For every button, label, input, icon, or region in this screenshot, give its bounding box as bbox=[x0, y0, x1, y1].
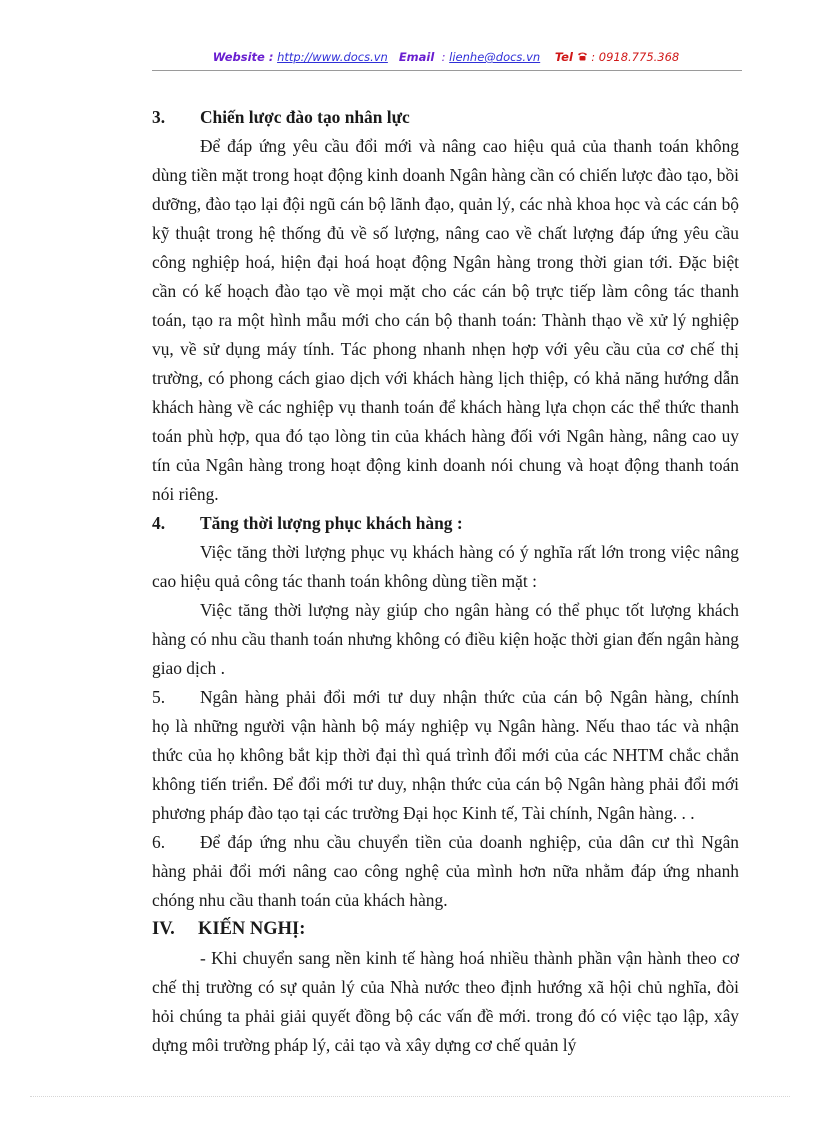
section-number: IV. bbox=[152, 919, 175, 939]
section-number: 4. bbox=[152, 513, 166, 533]
page-header bbox=[150, 50, 742, 64]
section-4-paragraph-2: Việc tăng thời lượng này giúp cho ngân hàng có thể phục tốt lượng khách hàng có nhu cầu thanh toán nhưng không có điều kiện hoặc thời gian đến ngân hàng giao dịch . bbox=[152, 600, 739, 678]
document-body bbox=[152, 103, 739, 1060]
section-number: 3. bbox=[152, 107, 166, 127]
section-4-heading bbox=[152, 509, 739, 538]
section-6-first-line bbox=[152, 828, 739, 857]
email-link[interactable]: lienhe@docs.vn bbox=[449, 50, 541, 64]
email-label: Email bbox=[398, 50, 435, 64]
section-6-paragraph: hàng phải đổi mới nâng cao công nghệ của mình hơn nữa nhằm đáp ứng nhanh chóng nhu cầu thanh toán của khách hàng. bbox=[152, 861, 739, 910]
website-link[interactable]: http://www.docs.vn bbox=[277, 50, 388, 64]
section-iv-paragraph: - Khi chuyển sang nền kinh tế hàng hoá nhiều thành phần vận hành theo cơ chế thị trường có sự quản lý của Nhà nước theo định hướng xã hội chủ nghĩa, đòi hỏi chúng ta phải giải quyết đồng bộ các vấn đề mới. trong đó có việc tạo lập, xây dựng môi trường pháp lý, cải tạo và xây dựng cơ chế quản lý bbox=[152, 948, 739, 1055]
website-label: Website : bbox=[212, 50, 274, 64]
section-5-lead: Ngân hàng phải đổi mới tư duy nhận thức của cán bộ Ngân hàng, chính bbox=[200, 687, 739, 707]
section-3-heading bbox=[152, 103, 739, 132]
section-number: 5. bbox=[152, 687, 166, 707]
email-separator: : bbox=[441, 50, 446, 64]
section-number: 6. bbox=[152, 832, 166, 852]
section-title: Chiến lược đào tạo nhân lực bbox=[200, 107, 410, 127]
section-title: Tăng thời lượng phục khách hàng : bbox=[200, 513, 463, 533]
section-4-paragraph-1: Việc tăng thời lượng phục vụ khách hàng có ý nghĩa rất lớn trong việc nâng cao hiệu quả công tác thanh toán không dùng tiền mặt : bbox=[152, 542, 739, 591]
section-5-first-line bbox=[152, 683, 739, 712]
section-6-lead: Để đáp ứng nhu cầu chuyển tiền của doanh nghiệp, của dân cư thì Ngân bbox=[200, 832, 739, 852]
section-title: KIẾN NGHỊ: bbox=[198, 919, 306, 939]
header-divider bbox=[152, 70, 742, 71]
phone-icon bbox=[577, 50, 592, 64]
tel-number: : 0918.775.368 bbox=[591, 50, 680, 64]
footer-divider bbox=[30, 1096, 790, 1097]
section-5-paragraph: họ là những người vận hành bộ máy nghiệp vụ Ngân hàng. Nếu thao tác và nhận thức của họ không bắt kịp thời đại thì quá trình đổi mới của các NHTM chắc chắn không tiến triển. Để đổi mới tư duy, nhận thức của cán bộ Ngân hàng phải đổi mới phương pháp đào tạo tại các trường Đại học Kinh tế, Tài chính, Ngân hàng. . . bbox=[152, 716, 739, 823]
section-iv-heading bbox=[152, 915, 739, 944]
tel-label: Tel bbox=[554, 50, 573, 64]
section-3-paragraph: Để đáp ứng yêu cầu đổi mới và nâng cao hiệu quả của thanh toán không dùng tiền mặt trong hoạt động kinh doanh Ngân hàng cần có chiến lược đào tạo, bồi dưỡng, đào tạo lại đội ngũ cán bộ lãnh đạo, quản lý, các nhà khoa học và các cán bộ kỹ thuật trong hệ thống đủ về số lượng, nâng cao về chất lượng đáp ứng yêu cầu công nghiệp hoá, hiện đại hoá hoạt động Ngân hàng trong thời gian tới. Đặc biệt cần có kế hoạch đào tạo về mọi mặt cho các cán bộ trực tiếp làm công tác thanh toán, tạo ra một hình mẫu mới cho cán bộ thanh toán: Thành thạo về xử lý nghiệp vụ, về sử dụng máy tính. Tác phong nhanh nhẹn hợp với yêu cầu của cơ chế thị trường, có phong cách giao dịch với khách hàng lịch thiệp, có khả năng hướng dẫn khách hàng về các nghiệp vụ thanh toán để khách hàng lựa chọn các thể thức thanh toán phù hợp, qua đó tạo lòng tin của khách hàng đối với Ngân hàng, nâng cao uy tín của Ngân hàng trong hoạt động kinh doanh nói chung và hoạt động thanh toán nói riêng. bbox=[152, 136, 739, 504]
